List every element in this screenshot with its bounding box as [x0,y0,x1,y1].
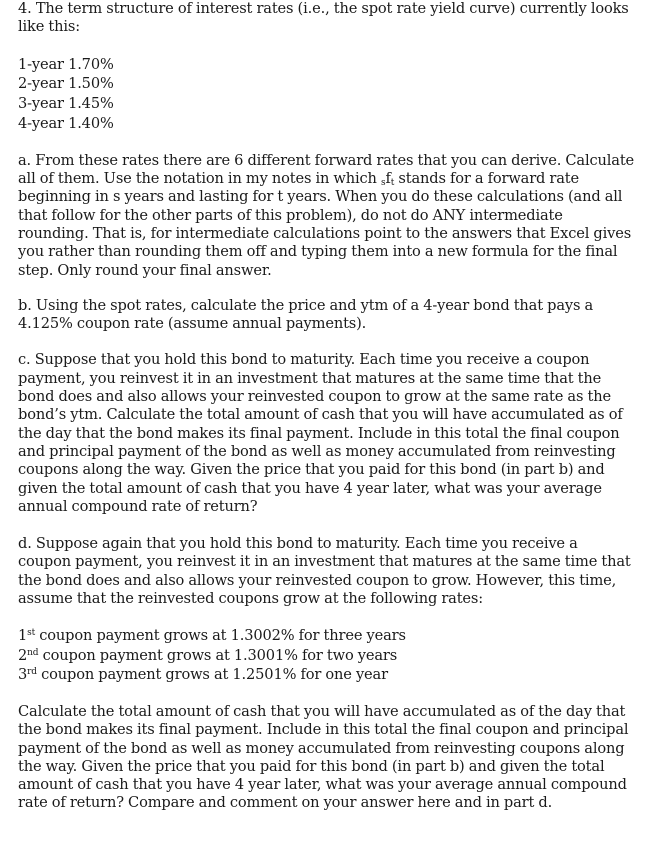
text-line: beginning in s years and lasting for t years. When you do these calculations (and all [18,188,623,206]
ordinal-number: 1 [18,627,28,645]
ordinal-suffix: rd [27,666,37,677]
text-line: amount of cash that you have 4 year later, what was your average annual compound [18,776,627,794]
coupon-text: coupon payment grows at 1.2501% for one year [36,665,388,683]
text-line: the day that the bond makes its final payment. Include in this total the final coupon [18,424,620,442]
spot-rate-item: 3-year 1.45% [18,95,114,113]
final-paragraph [18,703,648,813]
spot-rate-item: 1-year 1.70% [18,55,114,73]
part-c-paragraph [18,351,648,516]
text-line: b. Using the spot rates, calculate the price and ytm of a 4-year bond that pays a [18,296,594,314]
text-line: rounding. That is, for intermediate calculations point to the answers that Excel gives [18,224,632,242]
text-line: given the total amount of cash that you have 4 year later, what was your average [18,479,602,497]
text-fragment: stands for a forward rate [394,170,579,188]
text-line: and principal payment of the bond as well as money accumulated from reinvesting [18,442,616,460]
part-d-paragraph [18,535,648,608]
question-intro [18,0,648,37]
text-line: that follow for the other parts of this problem), do not do ANY intermediate [18,206,563,224]
coupon-text: coupon payment grows at 1.3001% for two years [38,646,398,664]
text-line: Calculate the total amount of cash that you will have accumulated as of the day that [18,702,626,720]
coupon-item [18,626,648,645]
text-line: you rather than rounding them off and typing them into a new formula for the final [18,243,618,261]
text-line: c. Suppose that you hold this bond to maturity. Each time you receive a coupon [18,351,590,369]
coupon-growth-list [18,626,648,684]
text-line: payment of the bond as well as money accumulated from reinvesting coupons along [18,739,625,757]
coupon-text: coupon payment grows at 1.3002% for three years [35,627,406,645]
subscript-t: t [390,178,395,189]
spot-rate-item: 2-year 1.50% [18,75,114,93]
part-b-paragraph [18,297,648,334]
ordinal-number: 2 [18,646,28,664]
part-a-paragraph [18,152,648,280]
text-line: like this: [18,18,80,36]
subscript-s: s [381,178,386,189]
text-line: bond’s ytm. Calculate the total amount of cash that you will have accumulated as of [18,406,623,424]
text-line: the bond makes its final payment. Include in this total the final coupon and principal [18,721,629,739]
text-line: coupon payment, you reinvest it in an investment that matures at the same time that [18,553,631,571]
ordinal-suffix: nd [27,647,39,658]
text-line: d. Suppose again that you hold this bond to maturity. Each time you receive a [18,535,578,553]
spot-rate-list [18,55,648,134]
text-line: coupons along the way. Given the price that you paid for this bond (in part b) and [18,461,605,479]
text-line: a. From these rates there are 6 different forward rates that you can derive. Calculate [18,151,635,169]
text-line: the way. Given the price that you paid for this bond (in part b) and given the total [18,757,605,775]
text-line: annual compound rate of return? [18,497,258,515]
text-line: bond does and also allows your reinvested coupon to grow at the same rate as the [18,388,611,406]
ordinal-number: 3 [18,665,28,683]
text-fragment: all of them. Use the notation in my notes in which [18,170,381,188]
forward-rate-symbol: f [385,170,391,188]
text-line: rate of return? Compare and comment on your answer here and in part d. [18,794,553,812]
coupon-item [18,646,648,665]
text-line: step. Only round your final answer. [18,261,272,279]
spot-rate-item: 4-year 1.40% [18,114,114,132]
coupon-item [18,665,648,684]
text-line [18,170,648,188]
text-line: assume that the reinvested coupons grow at the following rates: [18,590,484,608]
text-line: the bond does and also allows your reinvested coupon to grow. However, this time, [18,571,617,589]
ordinal-suffix: st [27,628,36,639]
text-line: 4.125% coupon rate (assume annual payments). [18,315,367,333]
text-line: payment, you reinvest it in an investment that matures at the same time that the [18,369,602,387]
text-line: 4. The term structure of interest rates (i.e., the spot rate yield curve) currently looks [18,0,629,17]
